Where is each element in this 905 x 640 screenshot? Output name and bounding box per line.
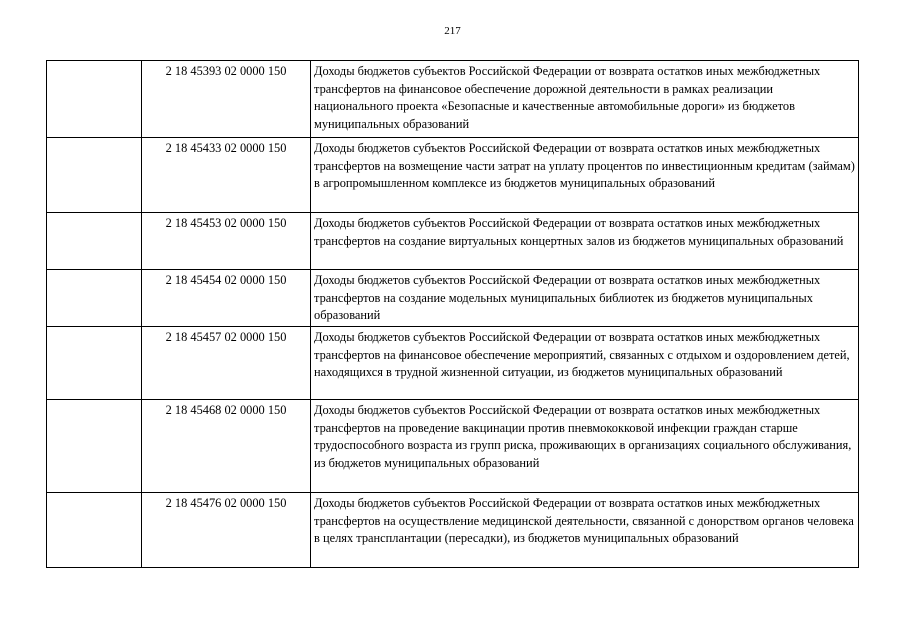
budget-code-cell: 2 18 45433 02 0000 150 — [142, 138, 311, 213]
admin-code-cell — [47, 400, 142, 493]
admin-code-cell — [47, 270, 142, 327]
description-cell: Доходы бюджетов субъектов Российской Федерации от возврата остатков иных межбюджетных трансфертов на финансовое обеспечение мероприятий, связанных с отдыхом и оздоровлением детей, находящихся в трудной жизненной ситуации, из бюджетов муниципальных образований — [311, 327, 859, 400]
admin-code-cell — [47, 138, 142, 213]
table-row — [47, 61, 859, 138]
table-row — [47, 270, 859, 327]
admin-code-cell — [47, 213, 142, 270]
description-cell: Доходы бюджетов субъектов Российской Федерации от возврата остатков иных межбюджетных трансфертов на возмещение части затрат на уплату процентов по инвестиционным кредитам (займам) в агропромышленном комплексе из бюджетов муниципальных образований — [311, 138, 859, 213]
description-cell: Доходы бюджетов субъектов Российской Федерации от возврата остатков иных межбюджетных трансфертов на проведение вакцинации против пневмококковой инфекции граждан старше трудоспособного возраста из групп риска, проживающих в организациях социального обслуживания, из бюджетов муниципальных образований — [311, 400, 859, 493]
table-row — [47, 327, 859, 400]
budget-code-cell: 2 18 45393 02 0000 150 — [142, 61, 311, 138]
table-row — [47, 213, 859, 270]
budget-code-cell: 2 18 45476 02 0000 150 — [142, 493, 311, 568]
description-cell: Доходы бюджетов субъектов Российской Федерации от возврата остатков иных межбюджетных трансфертов на осуществление медицинской деятельности, связанной с донорством органов человека в целях трансплантации (пересадки), из бюджетов муниципальных образований — [311, 493, 859, 568]
table-row — [47, 493, 859, 568]
budget-code-cell: 2 18 45453 02 0000 150 — [142, 213, 311, 270]
table-row — [47, 400, 859, 493]
revenue-classification-table — [46, 60, 859, 568]
budget-code-cell: 2 18 45457 02 0000 150 — [142, 327, 311, 400]
budget-code-cell: 2 18 45454 02 0000 150 — [142, 270, 311, 327]
table-row — [47, 138, 859, 213]
budget-code-cell: 2 18 45468 02 0000 150 — [142, 400, 311, 493]
admin-code-cell — [47, 493, 142, 568]
description-cell: Доходы бюджетов субъектов Российской Федерации от возврата остатков иных межбюджетных трансфертов на финансовое обеспечение дорожной деятельности в рамках реализации национального проекта «Безопасные и качественные автомобильные дороги» из бюджетов муниципальных образований — [311, 61, 859, 138]
description-cell: Доходы бюджетов субъектов Российской Федерации от возврата остатков иных межбюджетных трансфертов на создание виртуальных концертных залов из бюджетов муниципальных образований — [311, 213, 859, 270]
description-cell: Доходы бюджетов субъектов Российской Федерации от возврата остатков иных межбюджетных трансфертов на создание модельных муниципальных библиотек из бюджетов муниципальных образований — [311, 270, 859, 327]
page-number: 217 — [444, 25, 461, 37]
admin-code-cell — [47, 327, 142, 400]
admin-code-cell — [47, 61, 142, 138]
